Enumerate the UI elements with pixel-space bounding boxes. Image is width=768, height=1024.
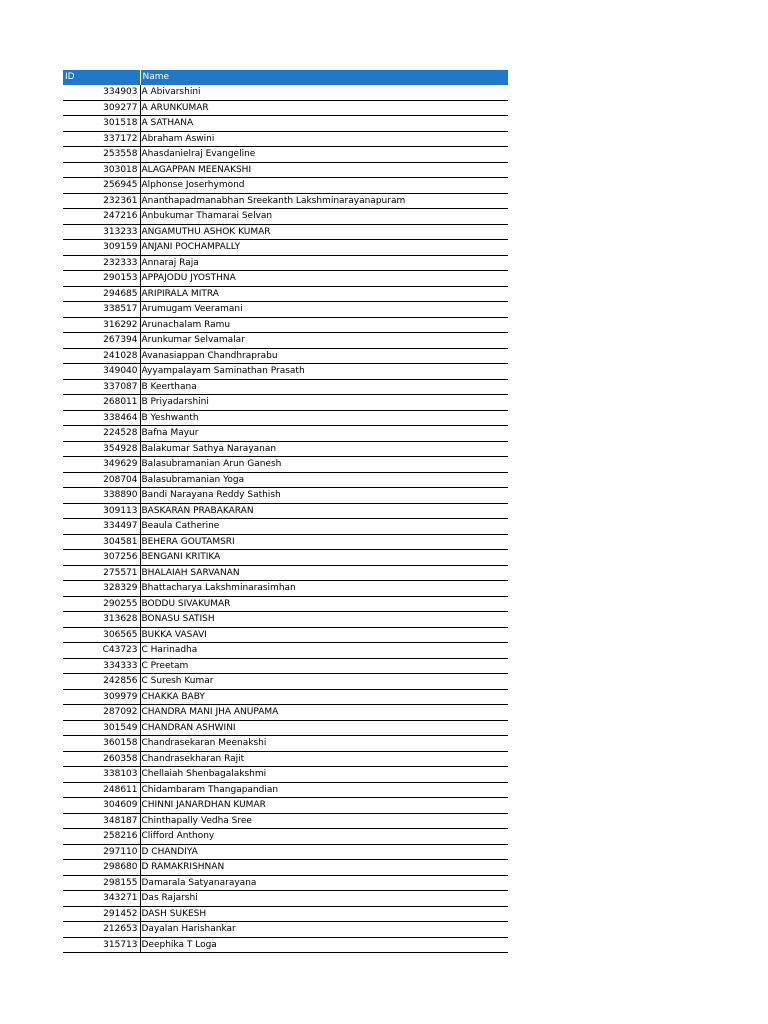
table-row [63,720,508,736]
cell-id[interactable]: 242856 [63,674,140,690]
cell-id[interactable]: 313233 [63,224,140,240]
table-row [63,162,508,178]
cell-name[interactable]: BASKARAN PRABAKARAN [140,503,508,519]
cell-id[interactable]: 306565 [63,627,140,643]
table-row [63,488,508,504]
cell-id[interactable]: 298155 [63,875,140,891]
spreadsheet-table [63,70,508,953]
cell-name[interactable]: Balakumar Sathya Narayanan [140,441,508,457]
table-row [63,906,508,922]
cell-name[interactable]: Deephika T Loga [140,937,508,953]
table-row [63,612,508,628]
cell-name[interactable]: D CHANDIYA [140,844,508,860]
table-row [63,472,508,488]
cell-name[interactable]: B Priyadarshini [140,395,508,411]
table-row [63,379,508,395]
cell-name[interactable]: BUKKA VASAVI [140,627,508,643]
table-row [63,441,508,457]
cell-id[interactable]: 328329 [63,581,140,597]
table-row [63,348,508,364]
cell-id[interactable]: 248611 [63,782,140,798]
cell-id[interactable]: 301549 [63,720,140,736]
table-row [63,937,508,953]
cell-id[interactable]: 247216 [63,209,140,225]
table-row [63,395,508,411]
cell-id[interactable]: 354928 [63,441,140,457]
cell-id[interactable]: 268011 [63,395,140,411]
cell-id[interactable]: 313628 [63,612,140,628]
cell-name[interactable]: Bafna Mayur [140,426,508,442]
cell-name[interactable]: A ARUNKUMAR [140,100,508,116]
cell-id[interactable]: 338103 [63,767,140,783]
cell-name[interactable]: Das Rajarshi [140,891,508,907]
cell-id[interactable]: 304581 [63,534,140,550]
table-row [63,751,508,767]
cell-id[interactable]: 337172 [63,131,140,147]
cell-name[interactable]: B Keerthana [140,379,508,395]
cell-name[interactable]: B Yeshwanth [140,410,508,426]
table-row [63,534,508,550]
cell-name[interactable]: Beaula Catherine [140,519,508,535]
cell-id[interactable]: C43723 [63,643,140,659]
cell-name[interactable]: Arunkumar Selvamalar [140,333,508,349]
cell-name[interactable]: Avanasiappan Chandhraprabu [140,348,508,364]
table-row [63,550,508,566]
cell-id[interactable]: 348187 [63,813,140,829]
table-row [63,860,508,876]
cell-id[interactable]: 301518 [63,116,140,132]
cell-id[interactable]: 287092 [63,705,140,721]
cell-id[interactable]: 258216 [63,829,140,845]
cell-name[interactable]: Balasubramanian Yoga [140,472,508,488]
cell-name[interactable]: A Abivarshini [140,85,508,100]
table-row [63,736,508,752]
cell-id[interactable]: 290153 [63,271,140,287]
table-row [63,798,508,814]
cell-name[interactable]: ALAGAPPAN MEENAKSHI [140,162,508,178]
table-row [63,782,508,798]
cell-name[interactable]: CHANDRA MANI JHA ANUPAMA [140,705,508,721]
cell-name[interactable]: BENGANI KRITIKA [140,550,508,566]
cell-name[interactable]: Chellaiah Shenbagalakshmi [140,767,508,783]
cell-id[interactable]: 224528 [63,426,140,442]
cell-name[interactable]: Alphonse Joserhymond [140,178,508,194]
cell-id[interactable]: 338517 [63,302,140,318]
table-row [63,317,508,333]
cell-id[interactable]: 334333 [63,658,140,674]
cell-id[interactable]: 309979 [63,689,140,705]
cell-name[interactable]: Anbukumar Thamarai Selvan [140,209,508,225]
cell-id[interactable]: 298680 [63,860,140,876]
cell-name[interactable]: Abraham Aswini [140,131,508,147]
cell-name[interactable]: CHANDRAN ASHWINI [140,720,508,736]
table-row [63,85,508,100]
cell-id[interactable]: 275571 [63,565,140,581]
cell-name[interactable]: BONASU SATISH [140,612,508,628]
cell-name[interactable]: Clifford Anthony [140,829,508,845]
cell-name[interactable]: Bhattacharya Lakshminarasimhan [140,581,508,597]
table-body [63,85,508,953]
cell-name[interactable]: Bandi Narayana Reddy Sathish [140,488,508,504]
cell-name[interactable]: DASH SUKESH [140,906,508,922]
cell-id[interactable]: 307256 [63,550,140,566]
table-row [63,503,508,519]
table-row [63,457,508,473]
cell-name[interactable]: Annaraj Raja [140,255,508,271]
table-row [63,627,508,643]
cell-name[interactable]: ANJANI POCHAMPALLY [140,240,508,256]
cell-id[interactable]: 349040 [63,364,140,380]
cell-name[interactable]: Balasubramanian Arun Ganesh [140,457,508,473]
cell-name[interactable]: Ananthapadmanabhan Sreekanth Lakshminarayanapuram [140,193,508,209]
cell-id[interactable]: 338890 [63,488,140,504]
table-row [63,891,508,907]
table-row [63,255,508,271]
cell-name[interactable]: C Harinadha [140,643,508,659]
cell-name[interactable]: Ahasdanielraj Evangeline [140,147,508,163]
table-row [63,333,508,349]
cell-name[interactable]: Dayalan Harishankar [140,922,508,938]
table-row [63,581,508,597]
cell-id[interactable]: 260358 [63,751,140,767]
table-row [63,829,508,845]
cell-id[interactable]: 304609 [63,798,140,814]
table-row [63,689,508,705]
cell-name[interactable]: Chandrasekharan Rajit [140,751,508,767]
cell-id[interactable]: 291452 [63,906,140,922]
cell-id[interactable]: 309159 [63,240,140,256]
cell-name[interactable]: C Preetam [140,658,508,674]
cell-name[interactable]: ANGAMUTHU ASHOK KUMAR [140,224,508,240]
cell-name[interactable]: ARIPIRALA MITRA [140,286,508,302]
cell-name[interactable]: Arumugam Veeramani [140,302,508,318]
cell-name[interactable]: BHALAIAH SARVANAN [140,565,508,581]
cell-name[interactable]: C Suresh Kumar [140,674,508,690]
table-row [63,271,508,287]
table-row [63,658,508,674]
cell-id[interactable]: 297110 [63,844,140,860]
table-row [63,565,508,581]
cell-id[interactable]: 334497 [63,519,140,535]
cell-id[interactable]: 267394 [63,333,140,349]
table-row [63,705,508,721]
cell-id[interactable]: 241028 [63,348,140,364]
cell-name[interactable]: CHINNI JANARDHAN KUMAR [140,798,508,814]
table-row [63,844,508,860]
table-row [63,240,508,256]
cell-name[interactable]: Arunachalam Ramu [140,317,508,333]
cell-name[interactable]: Chinthapally Vedha Sree [140,813,508,829]
cell-id[interactable]: 334903 [63,85,140,100]
data-table [63,70,508,953]
table-row [63,209,508,225]
table-row [63,813,508,829]
table-row [63,193,508,209]
cell-name[interactable]: Damarala Satyanarayana [140,875,508,891]
table-row [63,410,508,426]
cell-name[interactable]: Ayyampalayam Saminathan Prasath [140,364,508,380]
cell-name[interactable]: Chidambaram Thangapandian [140,782,508,798]
cell-id[interactable]: 349629 [63,457,140,473]
table-row [63,286,508,302]
cell-name[interactable]: A SATHANA [140,116,508,132]
table-row [63,178,508,194]
cell-id[interactable]: 232333 [63,255,140,271]
cell-id[interactable]: 208704 [63,472,140,488]
table-row [63,767,508,783]
table-row [63,875,508,891]
cell-id[interactable]: 316292 [63,317,140,333]
cell-id[interactable]: 290255 [63,596,140,612]
table-row [63,224,508,240]
table-row [63,116,508,132]
cell-id[interactable]: 337087 [63,379,140,395]
cell-id[interactable]: 212653 [63,922,140,938]
table-row [63,596,508,612]
table-row [63,643,508,659]
column-header-id[interactable]: ID [63,70,140,85]
cell-id[interactable]: 315713 [63,937,140,953]
cell-name[interactable]: Chandrasekaran Meenakshi [140,736,508,752]
cell-id[interactable]: 309113 [63,503,140,519]
table-row [63,426,508,442]
table-row [63,147,508,163]
cell-id[interactable]: 303018 [63,162,140,178]
cell-id[interactable]: 256945 [63,178,140,194]
table-row [63,922,508,938]
table-row [63,364,508,380]
cell-id[interactable]: 343271 [63,891,140,907]
cell-name[interactable]: CHAKKA BABY [140,689,508,705]
table-row [63,519,508,535]
table-row [63,674,508,690]
header-row [63,70,508,85]
table-row [63,100,508,116]
table-row [63,131,508,147]
cell-name[interactable]: BEHERA GOUTAMSRI [140,534,508,550]
cell-name[interactable]: APPAJODU JYOSTHNA [140,271,508,287]
cell-id[interactable]: 253558 [63,147,140,163]
cell-id[interactable]: 309277 [63,100,140,116]
cell-id[interactable]: 360158 [63,736,140,752]
cell-name[interactable]: D RAMAKRISHNAN [140,860,508,876]
cell-id[interactable]: 232361 [63,193,140,209]
cell-id[interactable]: 294685 [63,286,140,302]
cell-name[interactable]: BODDU SIVAKUMAR [140,596,508,612]
column-header-name[interactable]: Name [140,70,508,85]
table-row [63,302,508,318]
cell-id[interactable]: 338464 [63,410,140,426]
